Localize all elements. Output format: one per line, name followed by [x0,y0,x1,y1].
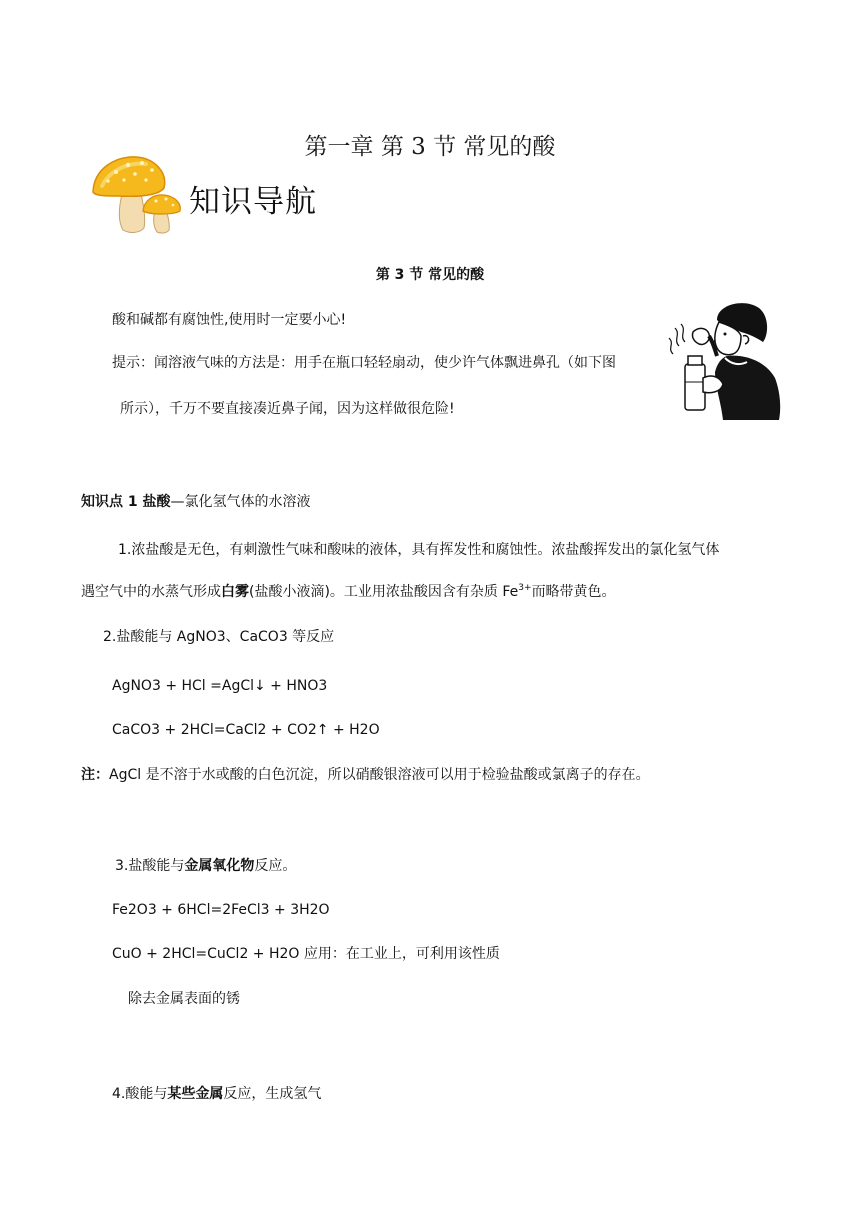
nav-title: 知识导航 [189,184,317,220]
kp1-p1-line1: 1.浓盐酸是无色，有刺激性气味和酸味的液体，具有挥发性和腐蚀性。浓盐酸挥发出的氯化氢气体 [118,542,720,558]
superscript: 3+ [518,583,532,593]
bold-term: 金属氧化物 [184,858,255,874]
intro-tip-line1: 提示：闻溶液气味的方法是：用手在瓶口轻轻扇动，使少许气体飘进鼻孔（如下图 [112,355,616,371]
equation-2: CaCO3 + 2HCl=CaCl2 + CO2↑ + H2O [112,722,380,738]
page-title: 第一章 第 3 节 常见的酸 [304,134,556,160]
bold-term: 白雾 [221,584,249,600]
text-span: 遇空气中的水蒸气形成 [81,584,221,600]
kp1-label: 知识点 1 盐酸 [81,494,171,510]
note-label: 注： [81,767,109,783]
text-span: 而略带黄色。 [531,584,616,600]
text-span: (盐酸小液滴)。工业用浓盐酸因含有杂质 Fe [249,584,519,600]
kp1-p2: 2.盐酸能与 AgNO3、CaCO3 等反应 [103,629,335,645]
intro-warning: 酸和碱都有腐蚀性,使用时一定要小心! [112,312,347,328]
intro-tip-line2: 所示），千万不要直接凑近鼻子闻，因为这样做很危险! [120,401,455,417]
kp1-note [81,765,650,785]
text-span: 反应。 [254,858,297,874]
section-heading: 第 3 节 常见的酸 [375,267,485,283]
note-text: AgCl 是不溶于水或酸的白色沉淀，所以硝酸银溶液可以用于检验盐酸或氯离子的存在。 [109,767,650,783]
mushroom-icon [88,150,188,235]
kp1-p4 [112,1084,321,1104]
kp1-heading [81,492,311,512]
person-smelling-bottle-illustration [665,298,785,420]
kp1-p1-line2 [81,582,616,602]
bold-term: 某些金属 [167,1086,224,1102]
text-span: 4.酸能与 [112,1086,168,1102]
equation-3: Fe2O3 + 6HCl=2FeCl3 + 3H2O [112,902,330,918]
equation-4-cont: 除去金属表面的锈 [128,991,240,1007]
equation-1: AgNO3 + HCl =AgCl↓ + HNO3 [112,678,328,694]
equation-4: CuO + 2HCl=CuCl2 + H2O 应用：在工业上，可利用该性质 [112,946,500,962]
kp1-desc: —氯化氢气体的水溶液 [170,494,311,510]
text-span: 3.盐酸能与 [115,858,185,874]
text-span: 反应，生成氢气 [223,1086,322,1102]
kp1-p3 [115,856,296,876]
